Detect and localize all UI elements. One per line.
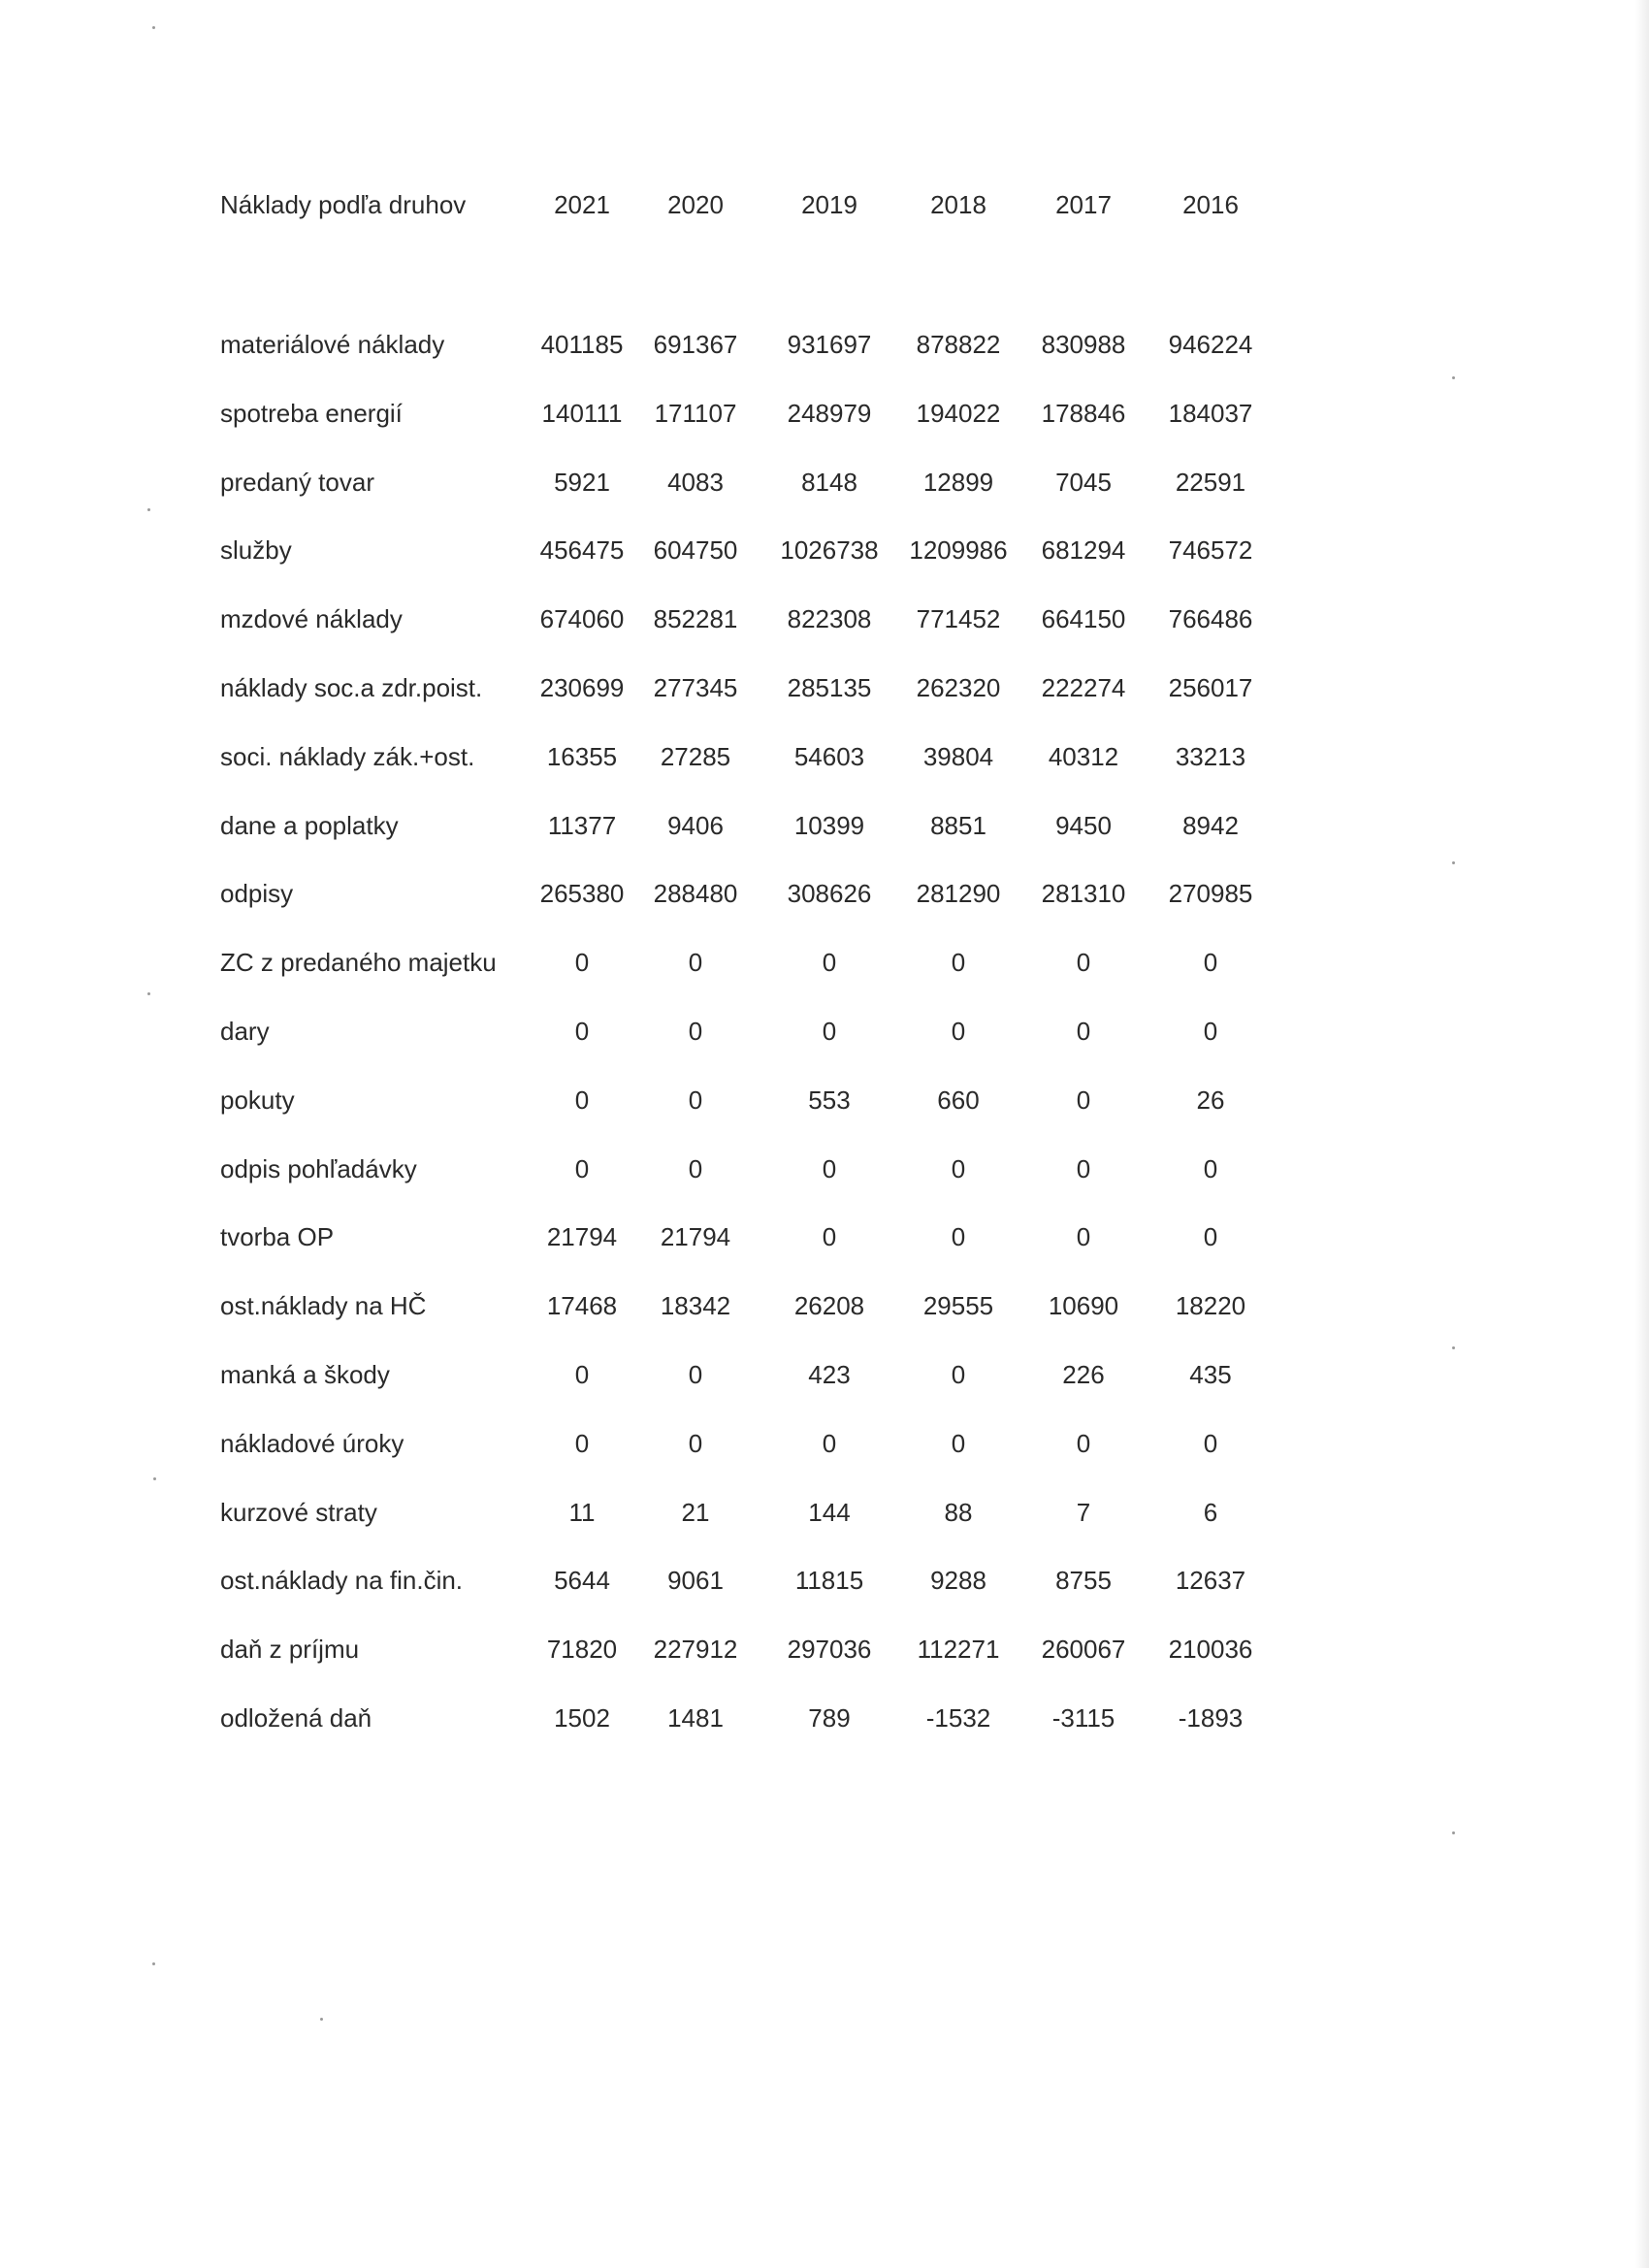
value-cell: 766486 [1168, 604, 1253, 633]
row-label: soci. náklady zák.+ost. [220, 742, 475, 771]
value-cell: 281310 [1041, 879, 1126, 908]
value-cell: 1026738 [780, 535, 879, 565]
value-cell: 262320 [916, 673, 1001, 702]
table-row [0, 668, 1649, 707]
year-header: 2020 [667, 190, 724, 219]
year-header: 2019 [801, 190, 857, 219]
value-cell: 227912 [653, 1635, 738, 1664]
value-cell: 11815 [794, 1566, 864, 1595]
value-cell: -3115 [1051, 1703, 1116, 1733]
table-row [0, 806, 1649, 845]
table-row [0, 531, 1649, 569]
row-label: materiálové náklady [220, 330, 445, 359]
value-cell: 16355 [546, 742, 618, 771]
scan-speck [1452, 861, 1455, 864]
value-cell: 946224 [1168, 330, 1253, 359]
table-row [0, 1355, 1649, 1394]
value-cell: 8851 [930, 811, 986, 840]
value-cell: 11377 [547, 811, 617, 840]
row-label: spotreba energií [220, 399, 403, 428]
value-cell: 27285 [660, 742, 731, 771]
row-label: odpisy [220, 879, 294, 908]
scan-speck [1452, 376, 1455, 379]
value-cell: 789 [808, 1703, 851, 1733]
value-cell: 8755 [1055, 1566, 1112, 1595]
value-cell: 12899 [922, 468, 994, 497]
value-cell: 54603 [793, 742, 865, 771]
value-cell: 0 [574, 1017, 590, 1046]
value-cell: 830988 [1041, 330, 1126, 359]
scan-speck [152, 26, 155, 29]
table-title: Náklady podľa druhov [220, 190, 467, 219]
value-cell: 0 [688, 1429, 703, 1458]
value-cell: 0 [1203, 1222, 1218, 1251]
value-cell: 5921 [554, 468, 610, 497]
row-label: ost.náklady na HČ [220, 1291, 427, 1320]
table-row [0, 874, 1649, 913]
value-cell: 771452 [916, 604, 1001, 633]
table-row [0, 1150, 1649, 1188]
row-label: kurzové straty [220, 1498, 377, 1527]
row-label: mzdové náklady [220, 604, 403, 633]
value-cell: 285135 [787, 673, 872, 702]
value-cell: 184037 [1168, 399, 1253, 428]
value-cell: 308626 [787, 879, 872, 908]
value-cell: 11 [568, 1498, 596, 1527]
value-cell: 18342 [660, 1291, 731, 1320]
value-cell: 112271 [917, 1635, 1000, 1664]
row-label: dane a poplatky [220, 811, 399, 840]
value-cell: 33213 [1175, 742, 1246, 771]
value-cell: 878822 [916, 330, 1001, 359]
scan-speck [1452, 1831, 1455, 1834]
value-cell: 194022 [916, 399, 1001, 428]
value-cell: 660 [937, 1085, 980, 1115]
value-cell: 6 [1203, 1498, 1218, 1527]
value-cell: 270985 [1168, 879, 1253, 908]
table-row [0, 1012, 1649, 1051]
value-cell: 0 [822, 1154, 837, 1183]
table-row [0, 325, 1649, 364]
value-cell: 178846 [1041, 399, 1126, 428]
row-label: manká a škody [220, 1360, 390, 1389]
value-cell: 0 [574, 1429, 590, 1458]
table-row [0, 1217, 1649, 1256]
value-cell: 21794 [660, 1222, 731, 1251]
value-cell: 0 [951, 1017, 966, 1046]
table-row [0, 394, 1649, 433]
value-cell: 9450 [1055, 811, 1112, 840]
value-cell: 248979 [787, 399, 872, 428]
row-label: nákladové úroky [220, 1429, 404, 1458]
row-label: ost.náklady na fin.čin. [220, 1566, 464, 1595]
value-cell: 0 [1076, 1222, 1091, 1251]
row-label: predaný tovar [220, 468, 374, 497]
value-cell: 297036 [787, 1635, 872, 1664]
value-cell: 604750 [653, 535, 738, 565]
value-cell: 21794 [546, 1222, 618, 1251]
value-cell: 144 [808, 1498, 851, 1527]
value-cell: 0 [951, 1429, 966, 1458]
value-cell: 5644 [554, 1566, 610, 1595]
value-cell: 0 [1076, 1429, 1091, 1458]
value-cell: 265380 [539, 879, 625, 908]
table-row [0, 1424, 1649, 1463]
value-cell: 0 [951, 1360, 966, 1389]
value-cell: 0 [688, 948, 703, 977]
value-cell: 40312 [1048, 742, 1119, 771]
scan-speck [153, 1477, 156, 1480]
value-cell: 22591 [1175, 468, 1246, 497]
row-label: služby [220, 535, 292, 565]
table-row [0, 1286, 1649, 1325]
value-cell: 0 [1076, 1085, 1091, 1115]
value-cell: 0 [688, 1360, 703, 1389]
value-cell: 210036 [1168, 1635, 1253, 1664]
value-cell: 0 [1203, 1154, 1218, 1183]
value-cell: 0 [688, 1085, 703, 1115]
table-row [0, 943, 1649, 982]
table-header-row [0, 185, 1649, 224]
value-cell: 664150 [1041, 604, 1126, 633]
row-label: odložená daň [220, 1703, 372, 1733]
value-cell: -1893 [1178, 1703, 1244, 1733]
value-cell: 0 [1203, 1017, 1218, 1046]
value-cell: 0 [822, 1017, 837, 1046]
value-cell: 822308 [787, 604, 872, 633]
value-cell: 4083 [667, 468, 724, 497]
value-cell: 17468 [546, 1291, 618, 1320]
value-cell: 7045 [1055, 468, 1112, 497]
value-cell: 8942 [1182, 811, 1239, 840]
year-header: 2016 [1182, 190, 1239, 219]
value-cell: 681294 [1041, 535, 1126, 565]
value-cell: 277345 [653, 673, 738, 702]
table-row [0, 737, 1649, 776]
value-cell: 0 [1203, 1429, 1218, 1458]
value-cell: -1532 [925, 1703, 991, 1733]
value-cell: 288480 [653, 879, 738, 908]
table-row [0, 1081, 1649, 1119]
value-cell: 674060 [539, 604, 625, 633]
value-cell: 0 [951, 948, 966, 977]
value-cell: 8148 [801, 468, 857, 497]
value-cell: 0 [574, 1154, 590, 1183]
table-row [0, 463, 1649, 502]
value-cell: 26 [1196, 1085, 1225, 1115]
value-cell: 0 [1076, 1154, 1091, 1183]
value-cell: 931697 [787, 330, 872, 359]
row-label: dary [220, 1017, 270, 1046]
scan-speck [152, 1962, 155, 1965]
row-label: náklady soc.a zdr.poist. [220, 673, 483, 702]
value-cell: 1502 [554, 1703, 610, 1733]
value-cell: 7 [1076, 1498, 1091, 1527]
value-cell: 256017 [1168, 673, 1253, 702]
value-cell: 222274 [1041, 673, 1126, 702]
value-cell: 140111 [541, 399, 623, 428]
year-header: 2018 [930, 190, 986, 219]
table-row [0, 1561, 1649, 1600]
value-cell: 9288 [930, 1566, 986, 1595]
value-cell: 1209986 [909, 535, 1008, 565]
value-cell: 691367 [653, 330, 738, 359]
row-label: tvorba OP [220, 1222, 335, 1251]
row-label: ZC z predaného majetku [220, 948, 497, 977]
value-cell: 0 [574, 1360, 590, 1389]
value-cell: 852281 [653, 604, 738, 633]
value-cell: 88 [944, 1498, 973, 1527]
value-cell: 456475 [539, 535, 625, 565]
table-row [0, 1699, 1649, 1737]
value-cell: 26208 [793, 1291, 865, 1320]
scan-speck [1452, 1346, 1455, 1349]
value-cell: 230699 [539, 673, 625, 702]
table-row [0, 1630, 1649, 1669]
scan-speck [320, 2018, 323, 2021]
value-cell: 12637 [1175, 1566, 1246, 1595]
value-cell: 0 [1203, 948, 1218, 977]
value-cell: 0 [688, 1017, 703, 1046]
value-cell: 0 [574, 948, 590, 977]
value-cell: 746572 [1168, 535, 1253, 565]
value-cell: 0 [688, 1154, 703, 1183]
value-cell: 226 [1062, 1360, 1105, 1389]
table-row [0, 1493, 1649, 1532]
value-cell: 1481 [667, 1703, 724, 1733]
year-header: 2021 [554, 190, 610, 219]
value-cell: 401185 [540, 330, 624, 359]
value-cell: 10690 [1048, 1291, 1119, 1320]
value-cell: 281290 [916, 879, 1001, 908]
scan-speck [147, 992, 150, 995]
row-label: pokuty [220, 1085, 295, 1115]
value-cell: 39804 [922, 742, 994, 771]
value-cell: 0 [951, 1222, 966, 1251]
row-label: daň z príjmu [220, 1635, 360, 1664]
value-cell: 260067 [1041, 1635, 1126, 1664]
value-cell: 9406 [667, 811, 724, 840]
value-cell: 553 [808, 1085, 851, 1115]
value-cell: 0 [822, 1222, 837, 1251]
scan-speck [147, 508, 150, 511]
value-cell: 0 [951, 1154, 966, 1183]
value-cell: 18220 [1175, 1291, 1246, 1320]
value-cell: 10399 [793, 811, 865, 840]
value-cell: 0 [822, 1429, 837, 1458]
value-cell: 0 [822, 948, 837, 977]
value-cell: 71820 [546, 1635, 618, 1664]
value-cell: 423 [808, 1360, 851, 1389]
table-row [0, 599, 1649, 638]
row-label: odpis pohľadávky [220, 1154, 417, 1183]
value-cell: 171107 [654, 399, 737, 428]
value-cell: 0 [1076, 1017, 1091, 1046]
value-cell: 29555 [922, 1291, 994, 1320]
year-header: 2017 [1055, 190, 1112, 219]
value-cell: 21 [681, 1498, 710, 1527]
value-cell: 435 [1189, 1360, 1232, 1389]
value-cell: 0 [574, 1085, 590, 1115]
value-cell: 9061 [667, 1566, 724, 1595]
value-cell: 0 [1076, 948, 1091, 977]
